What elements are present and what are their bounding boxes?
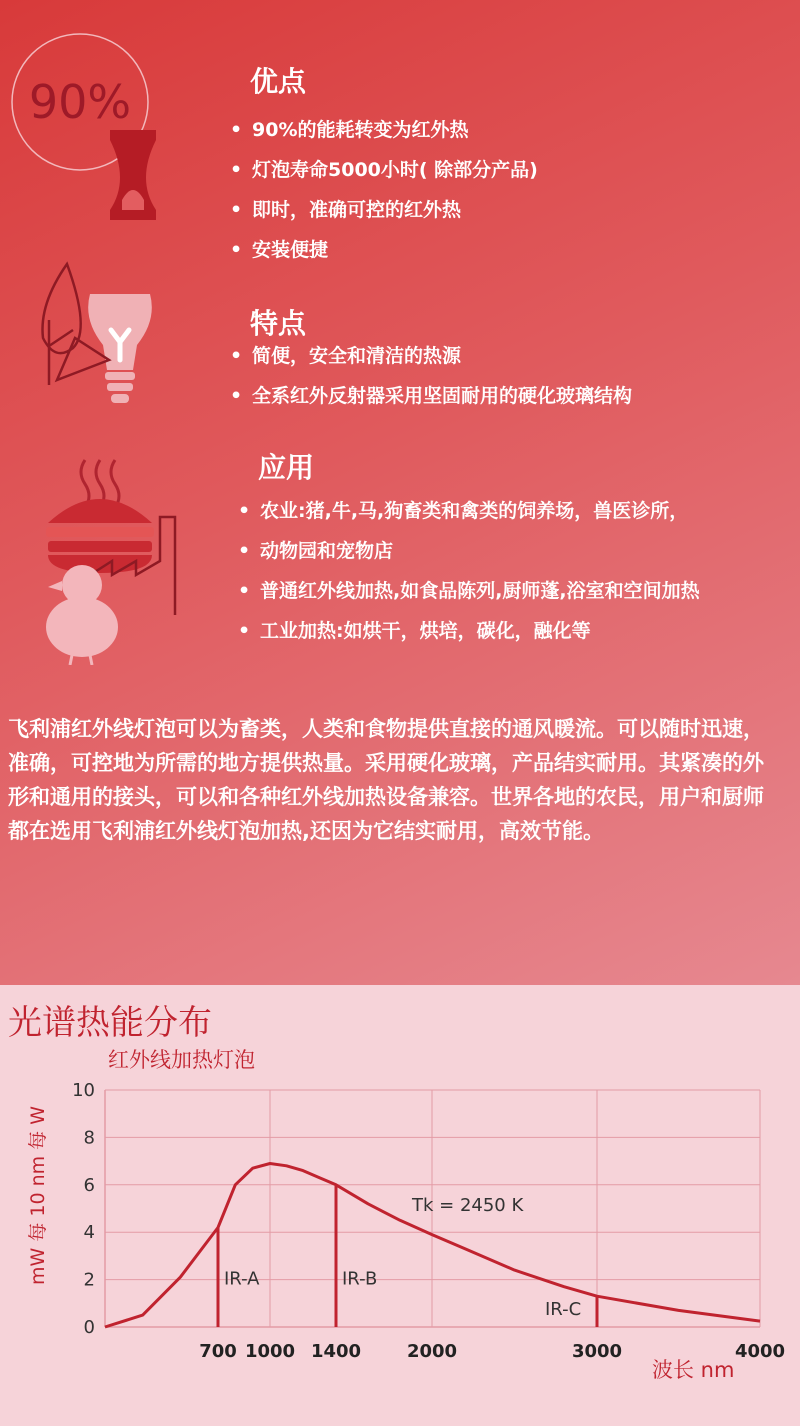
percent-badge-hourglass-icon <box>10 30 160 230</box>
list-item: • 工业加热:如烘干，烘培，碳化，融化等 <box>238 611 700 651</box>
x-tick-label: 700 <box>199 1341 237 1362</box>
applications-title: 应用 <box>258 451 315 484</box>
x-tick-label: 2000 <box>406 1341 458 1362</box>
chart-title: 红外线加热灯泡 <box>108 1048 255 1072</box>
y-tick-label: 2 <box>83 1269 95 1291</box>
y-tick-label: 4 <box>83 1222 95 1244</box>
chart-heading: 光谱热能分布 <box>8 1003 212 1043</box>
band-label: IR-C <box>545 1299 582 1320</box>
y-tick-label: 6 <box>83 1174 95 1196</box>
band-label: IR-A <box>224 1268 260 1290</box>
temperature-annotation: Tk = 2450 K <box>412 1195 524 1216</box>
advantages-title: 优点 <box>250 65 307 98</box>
y-tick-label: 10 <box>72 1080 95 1101</box>
list-item: • 即时，准确可控的红外热 <box>230 190 538 230</box>
list-item: • 90%的能耗转变为红外热 <box>230 110 538 150</box>
leaf-bulb-icon <box>25 260 165 415</box>
x-tick-label: 1400 <box>310 1341 362 1362</box>
burger-chick-factory-icon <box>40 455 190 665</box>
y-tick-label: 0 <box>83 1317 95 1338</box>
applications-list <box>238 491 700 651</box>
list-item: • 农业:猪,牛,马,狗畜类和禽类的饲养场，兽医诊所， <box>238 491 700 531</box>
y-axis-label: mW 每 10 nm 每 W <box>27 1105 49 1285</box>
chart-section <box>0 985 800 1426</box>
list-item: • 简便，安全和清洁的热源 <box>230 336 632 376</box>
x-tick-label: 4000 <box>734 1341 786 1362</box>
band-label: IR-B <box>342 1268 378 1290</box>
list-item: • 灯泡寿命5000小时( 除部分产品) <box>230 150 538 190</box>
description-paragraph: 飞利浦红外线灯泡可以为畜类，人类和食物提供直接的通风暖流。可以随时迅速，准确，可控地为所需的地方提供热量。采用硬化玻璃，产品结实耐用。其紧凑的外形和通用的接头，可以和各种红外线加热设备兼容。世界各地的农民，用户和厨师都在选用飞利浦红外线灯泡加热,还因为它结实耐用，高效节能。 <box>8 717 764 843</box>
x-tick-label: 3000 <box>571 1341 623 1362</box>
list-item: • 普通红外线加热,如食品陈列,厨师蓬,浴室和空间加热 <box>238 571 700 611</box>
percent-badge-text: 90% <box>28 75 132 129</box>
y-tick-label: 8 <box>83 1127 95 1149</box>
list-item: • 全系红外反射器采用坚固耐用的硬化玻璃结构 <box>230 376 632 416</box>
list-item: • 动物园和宠物店 <box>238 531 700 571</box>
x-tick-label: 1000 <box>244 1341 296 1362</box>
features-title: 特点 <box>250 307 307 340</box>
list-item: • 安装便捷 <box>230 230 538 270</box>
spectral-chart <box>0 985 800 1426</box>
advantages-list <box>230 110 538 270</box>
features-list <box>230 336 632 416</box>
x-axis-label: 波长 nm <box>652 1358 735 1382</box>
